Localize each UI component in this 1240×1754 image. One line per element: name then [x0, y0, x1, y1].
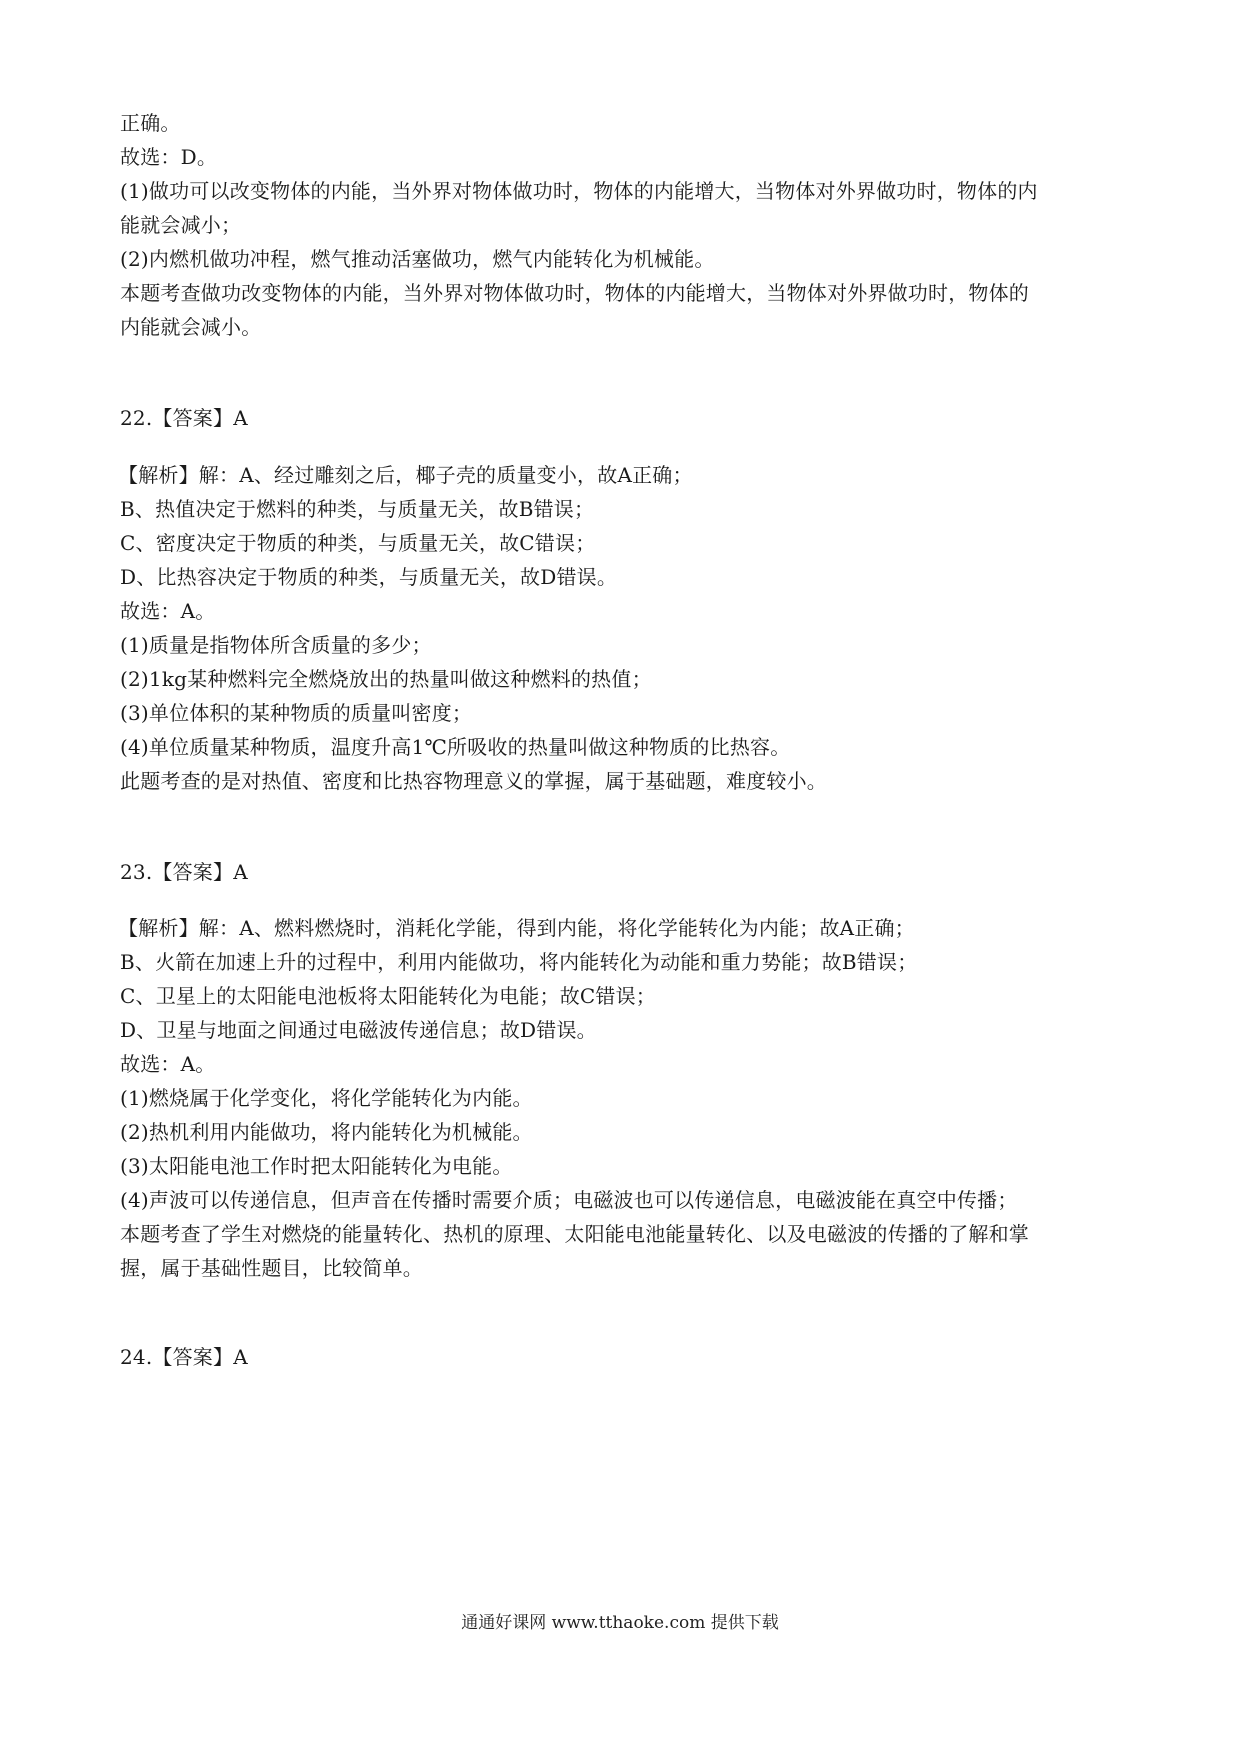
text-line: 正确。	[120, 111, 181, 135]
page-footer: 通通好课网 www.tthaoke.com 提供下载	[461, 1613, 779, 1633]
text-line: 故选：D。	[120, 145, 218, 169]
text-line: 本题考查做功改变物体的内能，当外界对物体做功时，物体的内能增大，当物体对外界做功时，物体的	[120, 281, 1029, 305]
text-line: (3)太阳能电池工作时把太阳能转化为电能。	[120, 1154, 513, 1178]
text-line: 本题考查了学生对燃烧的能量转化、热机的原理、太阳能电池能量转化、以及电磁波的传播的了解和掌	[120, 1222, 1029, 1246]
text-line: 故选：A。	[120, 599, 216, 623]
text-line: B、热值决定于燃料的种类，与质量无关，故B错误；	[120, 497, 595, 521]
text-line: (4)单位质量某种物质，温度升高1℃所吸收的热量叫做这种物质的比热容。	[120, 735, 791, 759]
text-line: C、卫星上的太阳能电池板将太阳能转化为电能；故C错误；	[120, 984, 657, 1008]
text-line: B、火箭在加速上升的过程中，利用内能做功，将内能转化为动能和重力势能；故B错误；	[120, 950, 918, 974]
text-line: 【解析】解：A、经过雕刻之后，椰子壳的质量变小，故A正确；	[118, 463, 693, 487]
text-line: 【解析】解：A、燃料燃烧时，消耗化学能，得到内能，将化学能转化为内能；故A正确；	[118, 916, 915, 940]
text-line: (2)内燃机做功冲程，燃气推动活塞做功，燃气内能转化为机械能。	[120, 247, 715, 271]
question-answer-heading: 24.【答案】A	[120, 1345, 248, 1369]
text-line: D、比热容决定于物质的种类，与质量无关，故D错误。	[120, 565, 618, 589]
text-line: (1)做功可以改变物体的内能，当外界对物体做功时，物体的内能增大，当物体对外界做功时，物体的内	[120, 179, 1038, 203]
text-line: (2)1kg某种燃料完全燃烧放出的热量叫做这种燃料的热值；	[120, 667, 652, 691]
text-line: D、卫星与地面之间通过电磁波传递信息；故D错误。	[120, 1018, 597, 1042]
text-line: (1)燃烧属于化学变化，将化学能转化为内能。	[120, 1086, 533, 1110]
text-line: 内能就会减小。	[120, 315, 262, 339]
question-answer-heading: 23.【答案】A	[120, 860, 248, 884]
text-line: (3)单位体积的某种物质的质量叫密度；	[120, 701, 473, 725]
text-line: C、密度决定于物质的种类，与质量无关，故C错误；	[120, 531, 596, 555]
text-line: 握，属于基础性题目，比较简单。	[120, 1256, 423, 1280]
text-line: 能就会减小；	[120, 213, 242, 237]
text-line: 此题考查的是对热值、密度和比热容物理意义的掌握，属于基础题，难度较小。	[120, 769, 827, 793]
text-line: (1)质量是指物体所含质量的多少；	[120, 633, 432, 657]
text-line: (2)热机利用内能做功，将内能转化为机械能。	[120, 1120, 533, 1144]
question-answer-heading: 22.【答案】A	[120, 406, 248, 430]
text-line: (4)声波可以传递信息，但声音在传播时需要介质；电磁波也可以传递信息，电磁波能在真空中传播；	[120, 1188, 1018, 1212]
text-line: 故选：A。	[120, 1052, 216, 1076]
